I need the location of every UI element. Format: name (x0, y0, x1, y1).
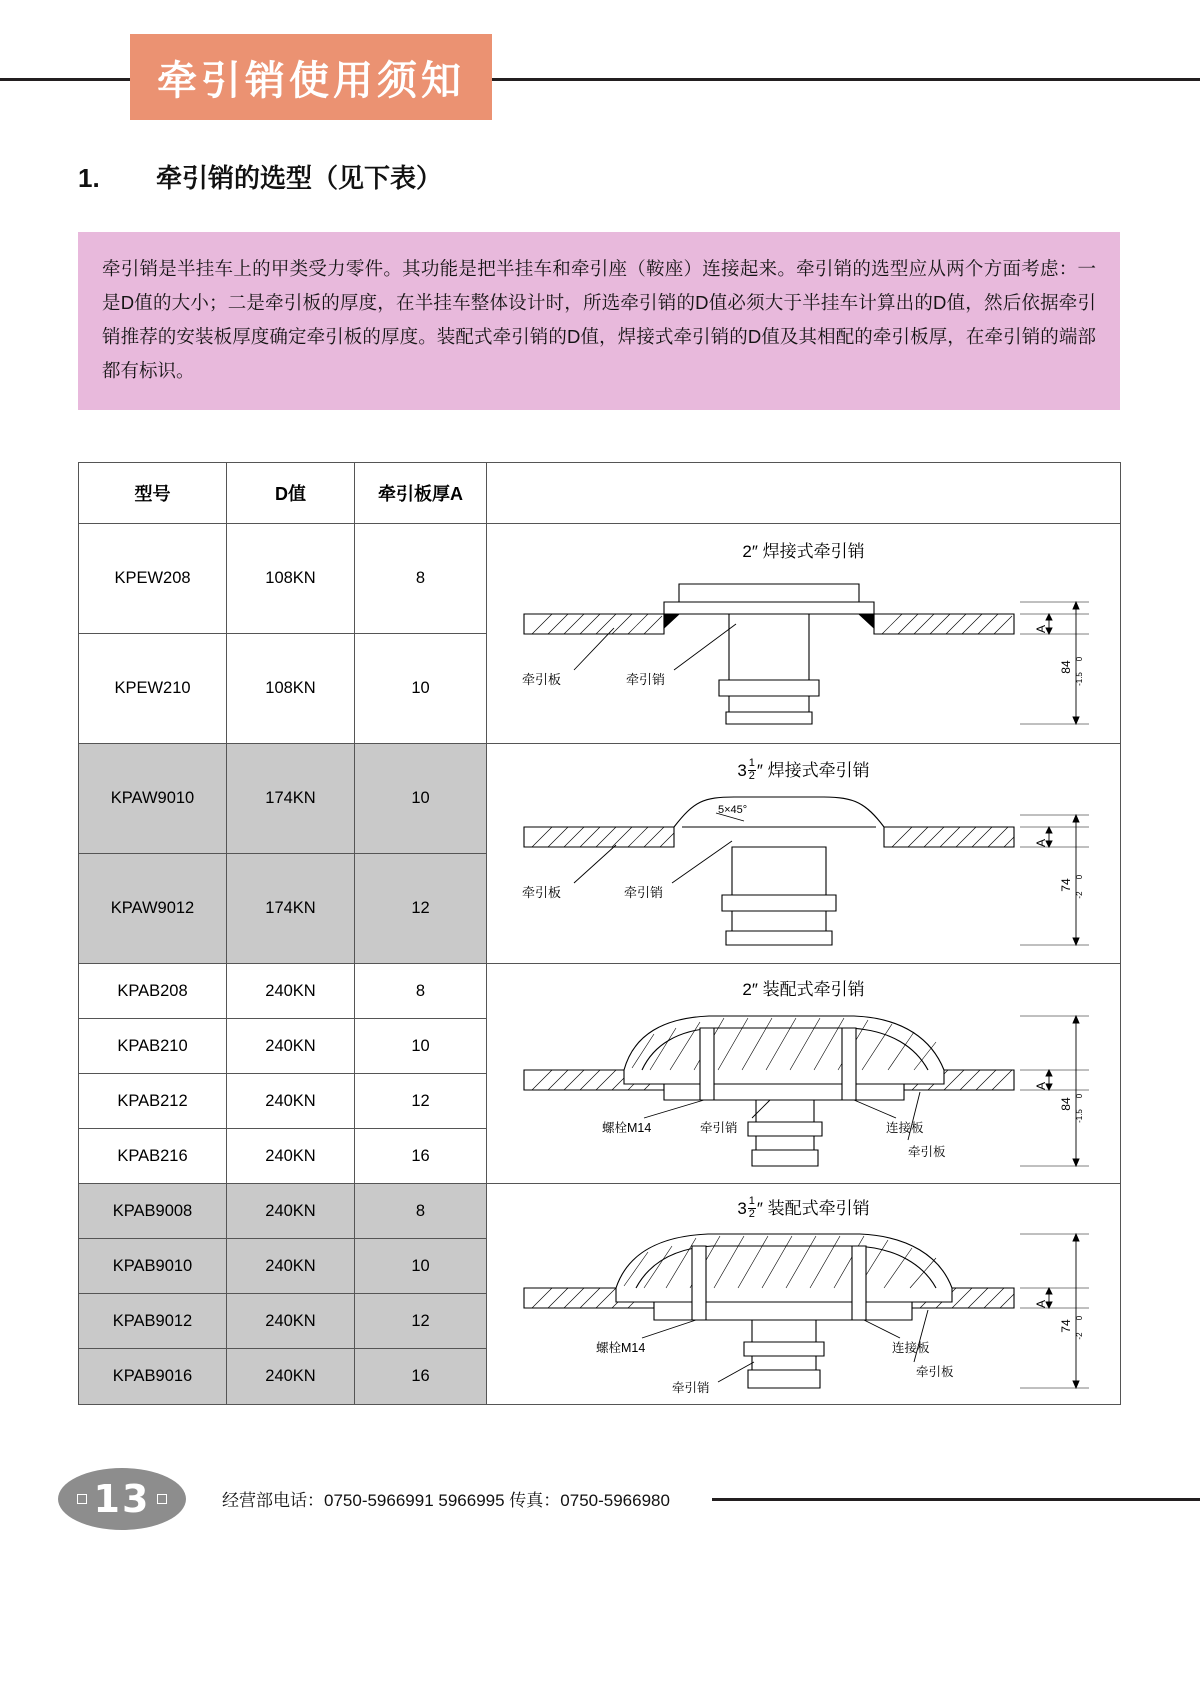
page-header (0, 0, 1200, 130)
cell-plate-thickness: 8 (355, 1184, 487, 1239)
cell-plate-thickness: 12 (355, 854, 487, 964)
footer-contact: 经营部电话：0750-5966991 5966995 传真：0750-5966980 (222, 1491, 670, 1510)
figure-dim-letter: A (1033, 839, 1048, 848)
figure-label-pin: 牵引销 (671, 1380, 710, 1395)
figure-label-bolt: 螺栓M14 (601, 1121, 651, 1135)
figure-title-bolted-3half (487, 1184, 1120, 1222)
cell-model: KPAB9008 (79, 1184, 227, 1239)
figure-title-suffix: 装配式牵引销 (767, 1199, 870, 1218)
cell-model: KPAB9010 (79, 1239, 227, 1294)
figure-label-connector: 连接板 (891, 1340, 930, 1355)
cell-plate-thickness: 16 (355, 1349, 487, 1404)
table-row (79, 1184, 1121, 1239)
page-title: 牵引销使用须知 (157, 58, 465, 103)
figure-size-fraction (748, 1196, 756, 1220)
cell-model: KPAW9010 (79, 744, 227, 854)
figure-dim-tol-bottom: -2 (1074, 891, 1084, 899)
table-row (79, 964, 1121, 1019)
page-number: 13 (93, 1477, 151, 1521)
figure-title-suffix: 焊接式牵引销 (767, 760, 870, 780)
figure-label-connector: 连接板 (885, 1121, 924, 1135)
cell-model: KPAB216 (79, 1129, 227, 1184)
figure-dim-tol-top: 0 (1074, 656, 1084, 662)
section-heading (78, 158, 1128, 195)
square-dot-right-icon (157, 1494, 167, 1504)
cell-plate-thickness: 8 (355, 524, 487, 634)
figure-title-suffix: 焊接式牵引销 (762, 542, 865, 561)
figure-cell-bolted-3half (487, 1184, 1121, 1405)
cell-model: KPAB210 (79, 1019, 227, 1074)
cell-plate-thickness: 10 (355, 1019, 487, 1074)
footer-rule (712, 1498, 1200, 1501)
figure-size-frac-bottom: 2 (748, 769, 755, 782)
figure-label-pin: 牵引销 (623, 885, 663, 901)
figure-drawing-welded-2 (504, 562, 1104, 740)
section-title: 牵引销的选型（见下表） (156, 163, 443, 193)
figure-label-pin: 牵引销 (699, 1121, 738, 1135)
cell-d-value: 240KN (227, 1239, 355, 1294)
figure-dim-tol-top: 0 (1074, 1315, 1084, 1320)
figure-drawing-welded-3half (504, 783, 1104, 961)
table-row (79, 744, 1121, 854)
figure-size-unit: ″ (756, 1199, 763, 1218)
figure-title-bolted-2 (487, 965, 1120, 1000)
cell-plate-thickness: 8 (355, 964, 487, 1019)
figure-dim-letter: A (1033, 1299, 1048, 1308)
figure-dim-letter: A (1033, 624, 1048, 634)
header-figure (487, 463, 1121, 524)
header-rule-left (0, 78, 130, 81)
figure-drawing-bolted-3half (504, 1222, 1104, 1404)
header-plate-thickness: 牵引板厚A (355, 463, 487, 524)
figure-label-chamfer: 5×45° (717, 804, 747, 817)
figure-dim-tol-bottom: -1.5 (1074, 1109, 1084, 1123)
cell-d-value: 174KN (227, 854, 355, 964)
cell-d-value: 108KN (227, 634, 355, 744)
figure-dim-tol-bottom: -2 (1074, 1332, 1084, 1340)
figure-size-fraction (748, 758, 756, 782)
figure-size-unit: ″ (756, 760, 763, 780)
figure-dim-value: 84 (1058, 1097, 1073, 1111)
cell-plate-thickness: 16 (355, 1129, 487, 1184)
figure-dim-value: 74 (1058, 1318, 1073, 1333)
cell-d-value: 174KN (227, 744, 355, 854)
cell-plate-thickness: 10 (355, 1239, 487, 1294)
spec-table (78, 462, 1121, 1405)
figure-cell-welded-3half (487, 744, 1121, 964)
cell-model: KPAB9012 (79, 1294, 227, 1349)
figure-dim-value: 84 (1058, 660, 1073, 674)
header-model: 型号 (79, 463, 227, 524)
cell-model: KPEW210 (79, 634, 227, 744)
square-dot-left-icon (77, 1494, 87, 1504)
figure-cell-welded-2 (487, 524, 1121, 744)
figure-dim-tol-top: 0 (1074, 875, 1084, 880)
figure-label-bolt: 螺栓M14 (595, 1340, 645, 1355)
cell-d-value: 240KN (227, 1184, 355, 1239)
figure-size-frac-bottom: 2 (748, 1208, 755, 1221)
figure-label-pin: 牵引销 (625, 672, 665, 687)
figure-cell-bolted-2 (487, 964, 1121, 1184)
page-number-badge (58, 1468, 186, 1530)
figure-size-whole: 3 (737, 760, 747, 780)
cell-plate-thickness: 12 (355, 1074, 487, 1129)
figure-dim-tol-bottom: -1.5 (1074, 672, 1084, 686)
cell-plate-thickness: 10 (355, 634, 487, 744)
figure-drawing-bolted-2 (504, 1000, 1104, 1182)
cell-d-value: 240KN (227, 1129, 355, 1184)
cell-model: KPAB208 (79, 964, 227, 1019)
figure-label-plate: 牵引板 (907, 1145, 946, 1159)
cell-d-value: 240KN (227, 1349, 355, 1404)
cell-d-value: 240KN (227, 1294, 355, 1349)
figure-size-frac-top: 1 (748, 1195, 755, 1208)
figure-label-plate: 牵引板 (915, 1364, 954, 1379)
figure-label-plate: 牵引板 (521, 672, 561, 687)
cell-d-value: 240KN (227, 1074, 355, 1129)
header-d-value: D值 (227, 463, 355, 524)
figure-dim-tol-top: 0 (1074, 1093, 1084, 1099)
figure-size: 2″ (742, 980, 758, 999)
figure-title-welded-3half (487, 746, 1120, 784)
cell-model: KPEW208 (79, 524, 227, 634)
page-title-box (130, 34, 492, 120)
figure-dim-letter: A (1033, 1081, 1048, 1091)
cell-model: KPAB9016 (79, 1349, 227, 1404)
cell-d-value: 240KN (227, 1019, 355, 1074)
figure-title-suffix: 装配式牵引销 (762, 980, 865, 999)
figure-size-whole: 3 (737, 1199, 747, 1218)
figure-dim-value: 74 (1058, 878, 1073, 892)
figure-size: 2″ (742, 542, 758, 561)
header-rule-right (492, 78, 1200, 81)
section-number: 1. (78, 163, 100, 193)
cell-model: KPAW9012 (79, 854, 227, 964)
cell-d-value: 108KN (227, 524, 355, 634)
cell-d-value: 240KN (227, 964, 355, 1019)
figure-label-plate: 牵引板 (521, 885, 561, 901)
figure-size-frac-top: 1 (748, 757, 755, 770)
figure-title-welded-2 (487, 527, 1120, 562)
table-row (79, 524, 1121, 634)
cell-plate-thickness: 10 (355, 744, 487, 854)
page-footer (0, 1468, 1200, 1558)
table-header-row (79, 463, 1121, 524)
cell-model: KPAB212 (79, 1074, 227, 1129)
cell-plate-thickness: 12 (355, 1294, 487, 1349)
intro-paragraph: 牵引销是半挂车上的甲类受力零件。其功能是把半挂车和牵引座（鞍座）连接起来。牵引销的选型应从两个方面考虑：一是D值的大小；二是牵引板的厚度，在半挂车整体设计时，所选牵引销的D值必须大于半挂车计算出的D值，然后依据牵引销推荐的安装板厚度确定牵引板的厚度。装配式牵引销的D值，焊接式牵引销的D值及其相配的牵引板厚，在牵引销的端部都有标识。 (78, 232, 1120, 410)
